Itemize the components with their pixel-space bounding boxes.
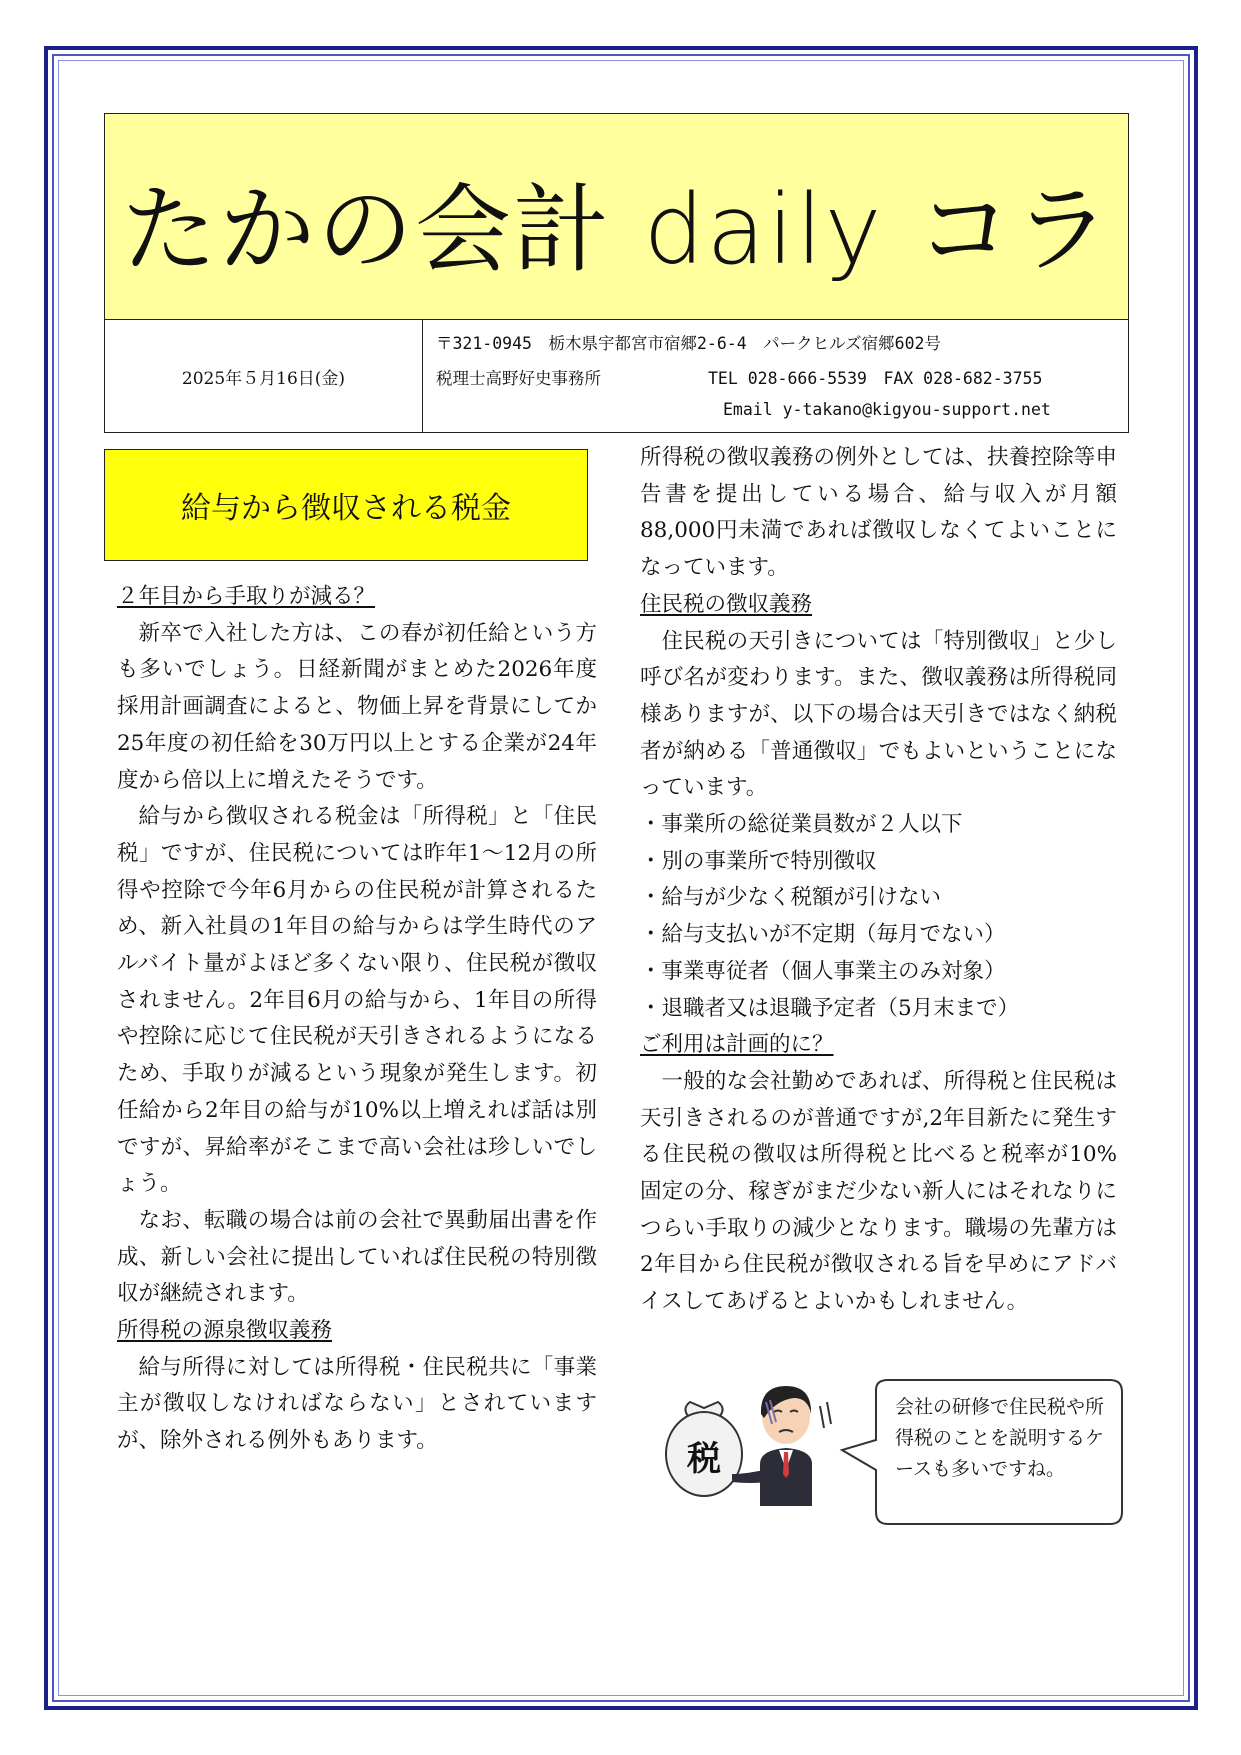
section-heading: ２年目から手取りが減る？ bbox=[117, 584, 376, 609]
speech-bubble-text: 会社の研修で住民税や所得税のことを説明するケースも多いですね。 bbox=[895, 1396, 1105, 1480]
left-column bbox=[117, 579, 597, 1460]
paragraph: 一般的な会社勤めであれば、所得税と住民税は天引きされるのが普通ですが,2年目新たに発生する住民税の徴収は所得税と比べると税率が10%固定の分、稼ぎがまだ少ない新人にはそれなりにつらい手取りの減少となります。職場の先輩方は2年目から住民税が徴収される旨を早めにアドバイスしてあげるとよいかもしれません。 bbox=[640, 1068, 1117, 1315]
article-title-box bbox=[104, 449, 588, 561]
right-column bbox=[640, 440, 1117, 1321]
header-box bbox=[104, 113, 1129, 433]
paragraph: 給与所得に対しては所得税・住民税共に「事業主が徴収しなければならない」とされていますが、除外される例外もあります。 bbox=[117, 1354, 597, 1454]
paragraph: 住民税の天引きについては「特別徴収」と少し呼び名が変わります。また、徴収義務は所得税同様ありますが、以下の場合は天引きではなく納税者が納める「普通徴収」でもよいということになっています。 bbox=[640, 628, 1117, 801]
issue-date: 2025年５月16日(金) bbox=[181, 368, 346, 389]
tax-bag-label: 税 bbox=[687, 1439, 721, 1479]
bullet-item: ・事業専従者（個人事業主のみ対象） bbox=[640, 958, 1006, 984]
section-heading: 住民税の徴収義務 bbox=[640, 591, 813, 617]
bullet-item: ・給与が少なく税額が引けない bbox=[640, 885, 942, 911]
section-heading: 所得税の源泉徴収義務 bbox=[117, 1318, 333, 1344]
office-name: 税理士高野好史事務所 bbox=[436, 369, 601, 388]
worried-worker-illustration bbox=[660, 1378, 850, 1508]
section-heading: ご利用は計画的に？ bbox=[640, 1032, 834, 1058]
paragraph: なお、転職の場合は前の会社で異動届出書を作成、新しい会社に提出していれば住民税の特別徴収が継続されます。 bbox=[117, 1207, 597, 1307]
bullet-item: ・事業所の総従業員数が２人以下 bbox=[640, 812, 963, 838]
bullet-item: ・退職者又は退職予定者（5月末まで） bbox=[640, 995, 1020, 1021]
bullet-item: ・給与支払いが不定期（毎月でない） bbox=[640, 922, 1006, 948]
contact-cell bbox=[423, 320, 1128, 432]
person-icon bbox=[732, 1386, 831, 1506]
paragraph-continued: 所得税の徴収義務の例外としては、扶養控除等申告書を提出している場合、給与収入が月額88,000円未満であれば徴収しなくてよいことになっています。 bbox=[640, 445, 1117, 581]
tax-bag-icon bbox=[666, 1402, 742, 1496]
date-cell bbox=[105, 320, 423, 432]
office-email: Email y-takano@kigyou-support.net bbox=[723, 400, 1051, 419]
title-banner bbox=[105, 114, 1128, 320]
page-title: たかの会計 daily コラ bbox=[121, 174, 1112, 286]
paragraph: 新卒で入社した方は、この春が初任給という方も多いでしょう。日経新聞がまとめた2026年度採用計画調査によると、物価上昇を背景にしてか25年度の初任給を30万円以上とする企業が24年度から倍以上に増えたそうです。 bbox=[117, 620, 597, 793]
paragraph: 給与から徴収される税金は「所得税」と「住民税」ですが、住民税については昨年1～12月の所得や控除で今年6月からの住民税が計算されるため、新入社員の1年目の給与からは学生時代のアルバイト量がよほど多くない限り、住民税が徴収されません。2年目6月の給与から、1年目の所得や控除に応じて住民税が天引きされるようになるため、手取りが減るという現象が発生します。初任給から2年目の給与が10%以上増えれば話は別ですが、昇給率がそこまで高い会社は珍しいでしょう。 bbox=[117, 804, 597, 1197]
office-tel-fax: TEL 028-666-5539 FAX 028-682-3755 bbox=[708, 369, 1043, 388]
bullet-item: ・別の事業所で特別徴収 bbox=[640, 848, 877, 874]
office-address: 〒321-0945 栃木県宇都宮市宿郷2-6-4 パークヒルズ宿郷602号 bbox=[436, 334, 941, 353]
article-title: 給与から徴収される税金 bbox=[181, 491, 511, 526]
